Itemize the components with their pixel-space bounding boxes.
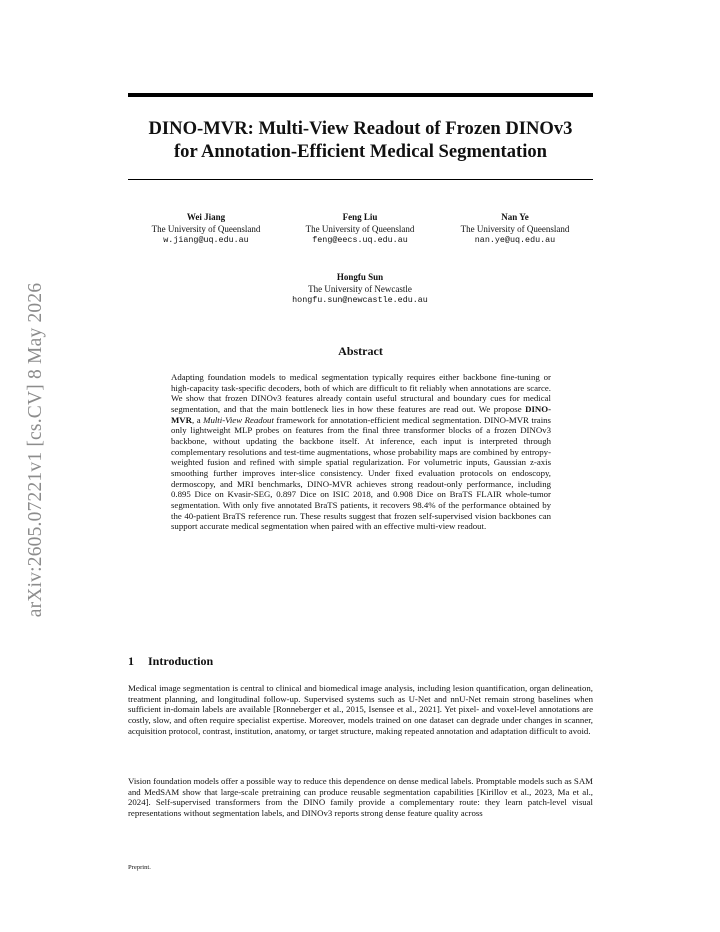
method-name: DINO-MVR — [171, 403, 551, 425]
abstract-text — [171, 372, 551, 532]
author-name: Hongfu Sun — [336, 272, 384, 282]
abstract-heading: Abstract — [338, 344, 383, 358]
author-affiliation: The University of Newcastle — [308, 283, 412, 294]
author-block — [284, 212, 436, 247]
footer-note: Preprint. — [128, 864, 151, 871]
author-affiliation: The University of Queensland — [305, 223, 415, 234]
author-block — [130, 212, 282, 247]
author-block — [439, 212, 591, 247]
section-number: 1 — [128, 654, 134, 668]
abstract-text-mid: , a — [192, 414, 204, 425]
abstract-text-start: Adapting foundation models to medical segmentation typically requires either backbone fine-tuning or high-capacity task-specific decoders, both of which are difficult to fit reliably when annotations are scarce. We show that frozen DINOv3 features already contain useful structural and boundary cues for medical segmentation, and that the main bottleneck lies in how these features are read out. We propose — [171, 372, 551, 414]
section-heading — [128, 654, 213, 669]
paper-title — [128, 117, 593, 163]
author-email: hongfu.sun@newcastle.edu.au — [292, 295, 428, 305]
section-title: Introduction — [148, 654, 214, 668]
title-line-2: for Annotation-Efficient Medical Segmentation — [173, 141, 548, 162]
arxiv-identifier: arXiv:2605.07221v1 [cs.CV] 8 May 2026 — [25, 282, 46, 618]
author-affiliation: The University of Queensland — [460, 223, 570, 234]
title-bottom-rule — [128, 179, 593, 180]
author-block — [260, 272, 460, 307]
title-line-1: DINO-MVR: Multi-View Readout of Frozen DINOv3 — [148, 118, 573, 139]
title-top-rule — [128, 93, 593, 97]
intro-paragraph-1: Medical image segmentation is central to clinical and biomedical image analysis, including lesion quantification, organ delineation, treatment planning, and longitudinal follow-up. Supervised systems such as U-Net and nnU-Net remain strong baselines when sufficient in-domain labels are available [Ronneberger et al., 2015, Isensee et al., 2021]. Yet pixel- and voxel-level annotations are costly, slow, and often require specialist expertise. Moreover, models trained on one dataset can degrade under changes in scanner, acquisition protocol, contrast, institution, anatomy, or target structure, making repeated annotation and adaptation difficult to avoid. — [128, 683, 593, 736]
abstract-text-end: framework for annotation-efficient medical segmentation. DINO-MVR trains only lightweight MLP probes on features from the final three transformer blocks of a frozen DINOv3 backbone, without updating the backbone itself. At inference, each input is interpreted through complementary resolutions and test-time augmentations, whose probability maps are combined by entropy-weighted fusion and refined with simple spatial regularization. For volumetric inputs, Gaussian z-axis smoothing further improves inter-slice consistency. Under fixed evaluation protocols on endoscopy, dermoscopy, and MRI benchmarks, DINO-MVR achieves strong readout-only performance, including 0.895 Dice on Kvasir-SEG, 0.897 Dice on ISIC 2018, and 0.908 Dice on BraTS FLAIR whole-tumor segmentation. With only five annotated BraTS patients, it recovers 98.4% of the performance obtained by the 40-patient BraTS reference run. These results suggest that frozen self-supervised vision backbones can support accurate medical segmentation when paired with an effective multi-view readout. — [171, 414, 551, 532]
author-name: Nan Ye — [501, 212, 529, 222]
author-affiliation: The University of Queensland — [151, 223, 261, 234]
intro-paragraph-2: Vision foundation models offer a possible way to reduce this dependence on dense medical labels. Promptable models such as SAM and MedSAM show that large-scale pretraining can produce reusable segmentation capabilities [Kirillov et al., 2023, Ma et al., 2024]. Self-supervised transformers from the DINO family provide a complementary route: they learn patch-level visual representations without segmentation labels, and DINOv3 reports strong dense feature quality across — [128, 776, 593, 818]
author-name: Feng Liu — [342, 212, 378, 222]
author-email: w.jiang@uq.edu.au — [163, 235, 249, 245]
author-name: Wei Jiang — [186, 212, 226, 222]
author-email: feng@eecs.uq.edu.au — [312, 235, 408, 245]
author-email: nan.ye@uq.edu.au — [474, 235, 556, 245]
framework-name: Multi-View Readout — [203, 414, 274, 425]
